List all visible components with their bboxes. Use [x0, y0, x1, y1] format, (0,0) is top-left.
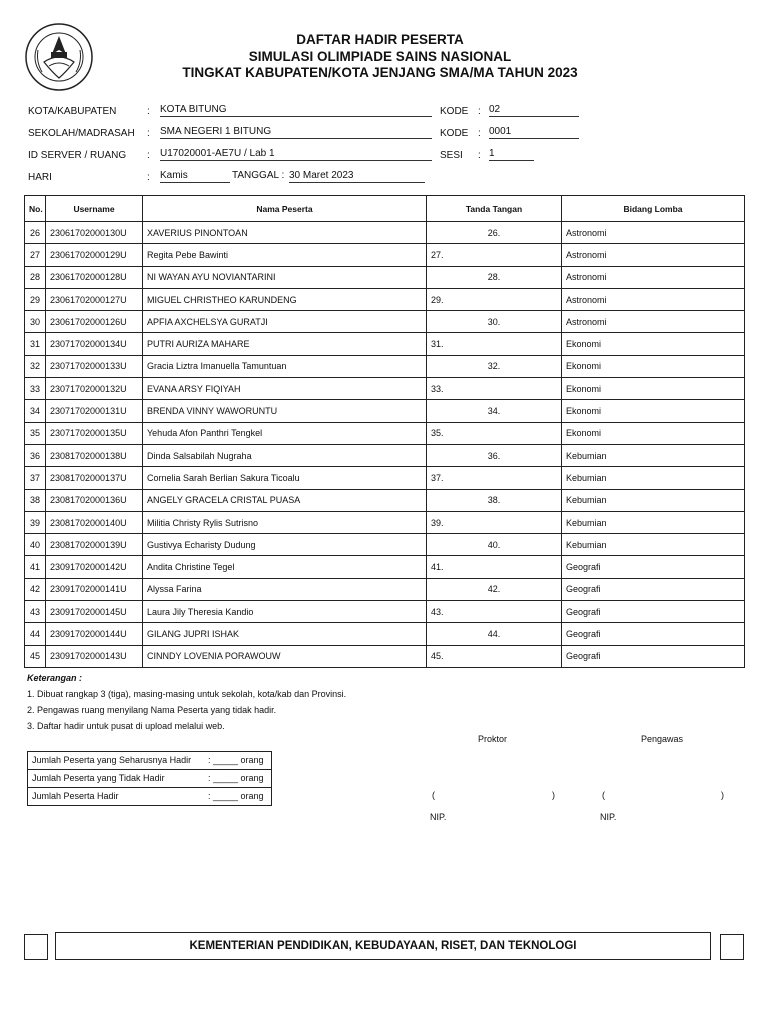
- tanggal-label: TANGGAL :: [232, 170, 285, 181]
- table-row: [25, 489, 745, 511]
- table-row: [25, 400, 745, 422]
- row-no: 37: [25, 467, 46, 489]
- row-tanda-tangan: 33.: [427, 378, 562, 400]
- summary-box: [27, 751, 272, 806]
- table-row: [25, 511, 745, 533]
- row-nama: Laura Jily Theresia Kandio: [143, 601, 427, 623]
- pengawas-close-paren: ): [721, 790, 724, 800]
- row-bidang: Kebumian: [562, 511, 745, 533]
- row-no: 35: [25, 422, 46, 444]
- row-nama: Regita Pebe Bawinti: [143, 244, 427, 266]
- row-tanda-tangan: 26.: [427, 222, 562, 244]
- row-nama: GILANG JUPRI ISHAK: [143, 623, 427, 645]
- row-username: 23061702000128U: [46, 266, 143, 288]
- sesi-value: 1: [489, 148, 534, 161]
- row-username: 23081702000140U: [46, 511, 143, 533]
- title-line-2: SIMULASI OLIMPIADE SAINS NASIONAL: [248, 48, 512, 64]
- row-bidang: Geografi: [562, 601, 745, 623]
- table-row: [25, 623, 745, 645]
- table-row: [25, 333, 745, 355]
- header-nama: Nama Peserta: [143, 196, 427, 222]
- summary-row: [28, 752, 271, 770]
- hari-colon: :: [147, 172, 150, 183]
- server-value: U17020001-AE7U / Lab 1: [160, 148, 432, 161]
- title-line-1: DAFTAR HADIR PESERTA: [296, 32, 464, 47]
- table-row: [25, 355, 745, 377]
- row-tanda-tangan: 45.: [427, 645, 562, 667]
- row-username: 23081702000139U: [46, 534, 143, 556]
- row-bidang: Astronomi: [562, 244, 745, 266]
- row-tanda-tangan: 30.: [427, 311, 562, 333]
- row-no: 27: [25, 244, 46, 266]
- row-no: 38: [25, 489, 46, 511]
- row-nama: Alyssa Farina: [143, 578, 427, 600]
- row-no: 41: [25, 556, 46, 578]
- row-username: 23091702000141U: [46, 578, 143, 600]
- row-tanda-tangan: 34.: [427, 400, 562, 422]
- footer-right-box: [720, 934, 744, 960]
- row-nama: APFIA AXCHELSYA GURATJI: [143, 311, 427, 333]
- document-title: [120, 32, 640, 82]
- table-row: [25, 556, 745, 578]
- summary-row: [28, 788, 271, 805]
- kota-colon: :: [147, 106, 150, 117]
- row-bidang: Astronomi: [562, 311, 745, 333]
- table-header-row: [25, 196, 745, 222]
- table-row: [25, 422, 745, 444]
- row-username: 23091702000144U: [46, 623, 143, 645]
- table-row: [25, 534, 745, 556]
- row-nama: BRENDA VINNY WAWORUNTU: [143, 400, 427, 422]
- row-nama: EVANA ARSY FIQIYAH: [143, 378, 427, 400]
- sekolah-colon: :: [147, 128, 150, 139]
- row-no: 34: [25, 400, 46, 422]
- row-nama: Cornelia Sarah Berlian Sakura Ticoalu: [143, 467, 427, 489]
- row-username: 23061702000127U: [46, 288, 143, 310]
- row-bidang: Kebumian: [562, 489, 745, 511]
- table-row: [25, 467, 745, 489]
- row-username: 23091702000143U: [46, 645, 143, 667]
- row-username: 23081702000136U: [46, 489, 143, 511]
- sekolah-value: SMA NEGERI 1 BITUNG: [160, 126, 432, 139]
- row-tanda-tangan: 41.: [427, 556, 562, 578]
- row-username: 23081702000138U: [46, 444, 143, 466]
- sesi-colon: :: [478, 150, 481, 161]
- row-nama: MIGUEL CHRISTHEO KARUNDENG: [143, 288, 427, 310]
- tut-wuri-handayani-logo: [24, 22, 94, 92]
- footer-ministry: KEMENTERIAN PENDIDIKAN, KEBUDAYAAN, RISET, DAN TEKNOLOGI: [55, 932, 711, 960]
- table-row: [25, 378, 745, 400]
- kode1-label: KODE: [440, 106, 469, 117]
- row-tanda-tangan: 28.: [427, 266, 562, 288]
- kode1-colon: :: [478, 106, 481, 117]
- summary-label: Jumlah Peserta yang Tidak Hadir: [32, 773, 165, 783]
- row-username: 23091702000145U: [46, 601, 143, 623]
- summary-value: : _____ orang: [208, 773, 264, 783]
- row-no: 29: [25, 288, 46, 310]
- kode1-value: 02: [489, 104, 579, 117]
- proktor-close-paren: ): [552, 790, 555, 800]
- note-item: 3. Daftar hadir untuk pusat di upload melalui web.: [27, 721, 225, 731]
- row-bidang: Geografi: [562, 645, 745, 667]
- row-no: 32: [25, 355, 46, 377]
- table-row: [25, 266, 745, 288]
- row-bidang: Geografi: [562, 556, 745, 578]
- row-tanda-tangan: 32.: [427, 355, 562, 377]
- hari-value: Kamis: [160, 170, 230, 183]
- row-username: 23061702000129U: [46, 244, 143, 266]
- notes-block: [27, 670, 346, 734]
- sekolah-label: SEKOLAH/MADRASAH: [28, 128, 135, 139]
- row-bidang: Kebumian: [562, 467, 745, 489]
- pengawas-label: Pengawas: [641, 734, 684, 744]
- summary-label: Jumlah Peserta yang Seharusnya Hadir: [32, 755, 192, 765]
- table-row: [25, 601, 745, 623]
- row-tanda-tangan: 31.: [427, 333, 562, 355]
- attendance-table: [24, 195, 745, 668]
- row-tanda-tangan: 36.: [427, 444, 562, 466]
- sesi-label: SESI: [440, 150, 463, 161]
- header-tanda-tangan: Tanda Tangan: [427, 196, 562, 222]
- row-nama: Dinda Salsabilah Nugraha: [143, 444, 427, 466]
- row-tanda-tangan: 40.: [427, 534, 562, 556]
- row-nama: CINNDY LOVENIA PORAWOUW: [143, 645, 427, 667]
- row-tanda-tangan: 42.: [427, 578, 562, 600]
- row-bidang: Ekonomi: [562, 333, 745, 355]
- row-username: 23071702000132U: [46, 378, 143, 400]
- row-tanda-tangan: 37.: [427, 467, 562, 489]
- row-nama: Gustivya Echaristy Dudung: [143, 534, 427, 556]
- pengawas-open-paren: (: [602, 790, 605, 800]
- table-row: [25, 222, 745, 244]
- row-no: 28: [25, 266, 46, 288]
- notes-heading: Keterangan :: [27, 673, 83, 683]
- row-bidang: Kebumian: [562, 444, 745, 466]
- row-username: 23081702000137U: [46, 467, 143, 489]
- row-bidang: Astronomi: [562, 288, 745, 310]
- row-nama: Gracia Liztra Imanuella Tamuntuan: [143, 355, 427, 377]
- row-tanda-tangan: 44.: [427, 623, 562, 645]
- row-tanda-tangan: 38.: [427, 489, 562, 511]
- table-row: [25, 444, 745, 466]
- summary-value: : _____ orang: [208, 791, 264, 801]
- kode2-label: KODE: [440, 128, 469, 139]
- table-row: [25, 288, 745, 310]
- row-username: 23061702000126U: [46, 311, 143, 333]
- note-item: 2. Pengawas ruang menyilang Nama Peserta yang tidak hadir.: [27, 705, 277, 715]
- server-label: ID SERVER / RUANG: [28, 150, 127, 161]
- row-tanda-tangan: 27.: [427, 244, 562, 266]
- proktor-open-paren: (: [432, 790, 435, 800]
- table-body: [25, 222, 745, 668]
- summary-row: [28, 770, 271, 788]
- row-no: 44: [25, 623, 46, 645]
- row-username: 23071702000135U: [46, 422, 143, 444]
- row-bidang: Ekonomi: [562, 422, 745, 444]
- table-row: [25, 244, 745, 266]
- note-item: 1. Dibuat rangkap 3 (tiga), masing-masing untuk sekolah, kota/kab dan Provinsi.: [27, 689, 347, 699]
- proktor-label: Proktor: [478, 734, 508, 744]
- row-no: 26: [25, 222, 46, 244]
- row-no: 31: [25, 333, 46, 355]
- row-bidang: Kebumian: [562, 534, 745, 556]
- row-no: 42: [25, 578, 46, 600]
- row-no: 40: [25, 534, 46, 556]
- row-username: 23071702000134U: [46, 333, 143, 355]
- footer-left-box: [24, 934, 48, 960]
- header-no: No.: [25, 196, 46, 222]
- row-tanda-tangan: 35.: [427, 422, 562, 444]
- kode2-value: 0001: [489, 126, 579, 139]
- summary-value: : _____ orang: [208, 755, 264, 765]
- row-tanda-tangan: 29.: [427, 288, 562, 310]
- row-username: 23071702000131U: [46, 400, 143, 422]
- kota-value: KOTA BITUNG: [160, 104, 432, 117]
- proktor-nip: NIP.: [430, 812, 447, 822]
- row-no: 43: [25, 601, 46, 623]
- pengawas-nip: NIP.: [600, 812, 617, 822]
- hari-label: HARI: [28, 172, 52, 183]
- row-no: 45: [25, 645, 46, 667]
- row-no: 36: [25, 444, 46, 466]
- row-bidang: Astronomi: [562, 266, 745, 288]
- row-bidang: Astronomi: [562, 222, 745, 244]
- table-row: [25, 311, 745, 333]
- server-colon: :: [147, 150, 150, 161]
- row-nama: Yehuda Afon Panthri Tengkel: [143, 422, 427, 444]
- row-no: 39: [25, 511, 46, 533]
- row-nama: NI WAYAN AYU NOVIANTARINI: [143, 266, 427, 288]
- row-username: 23071702000133U: [46, 355, 143, 377]
- row-nama: XAVERIUS PINONTOAN: [143, 222, 427, 244]
- row-bidang: Geografi: [562, 623, 745, 645]
- header-username: Username: [46, 196, 143, 222]
- row-bidang: Ekonomi: [562, 355, 745, 377]
- tanggal-value: 30 Maret 2023: [289, 170, 425, 183]
- row-tanda-tangan: 43.: [427, 601, 562, 623]
- row-nama: Andita Christine Tegel: [143, 556, 427, 578]
- row-bidang: Ekonomi: [562, 378, 745, 400]
- row-bidang: Geografi: [562, 578, 745, 600]
- row-username: 23091702000142U: [46, 556, 143, 578]
- summary-label: Jumlah Peserta Hadir: [32, 791, 119, 801]
- row-no: 33: [25, 378, 46, 400]
- row-no: 30: [25, 311, 46, 333]
- row-nama: Militia Christy Rylis Sutrisno: [143, 511, 427, 533]
- title-line-3: TINGKAT KABUPATEN/KOTA JENJANG SMA/MA TAHUN 2023: [182, 65, 578, 80]
- row-nama: PUTRI AURIZA MAHARE: [143, 333, 427, 355]
- row-tanda-tangan: 39.: [427, 511, 562, 533]
- row-bidang: Ekonomi: [562, 400, 745, 422]
- table-row: [25, 578, 745, 600]
- row-username: 23061702000130U: [46, 222, 143, 244]
- kode2-colon: :: [478, 128, 481, 139]
- table-row: [25, 645, 745, 667]
- kota-label: KOTA/KABUPATEN: [28, 106, 117, 117]
- header-bidang-lomba: Bidang Lomba: [562, 196, 745, 222]
- row-nama: ANGELY GRACELA CRISTAL PUASA: [143, 489, 427, 511]
